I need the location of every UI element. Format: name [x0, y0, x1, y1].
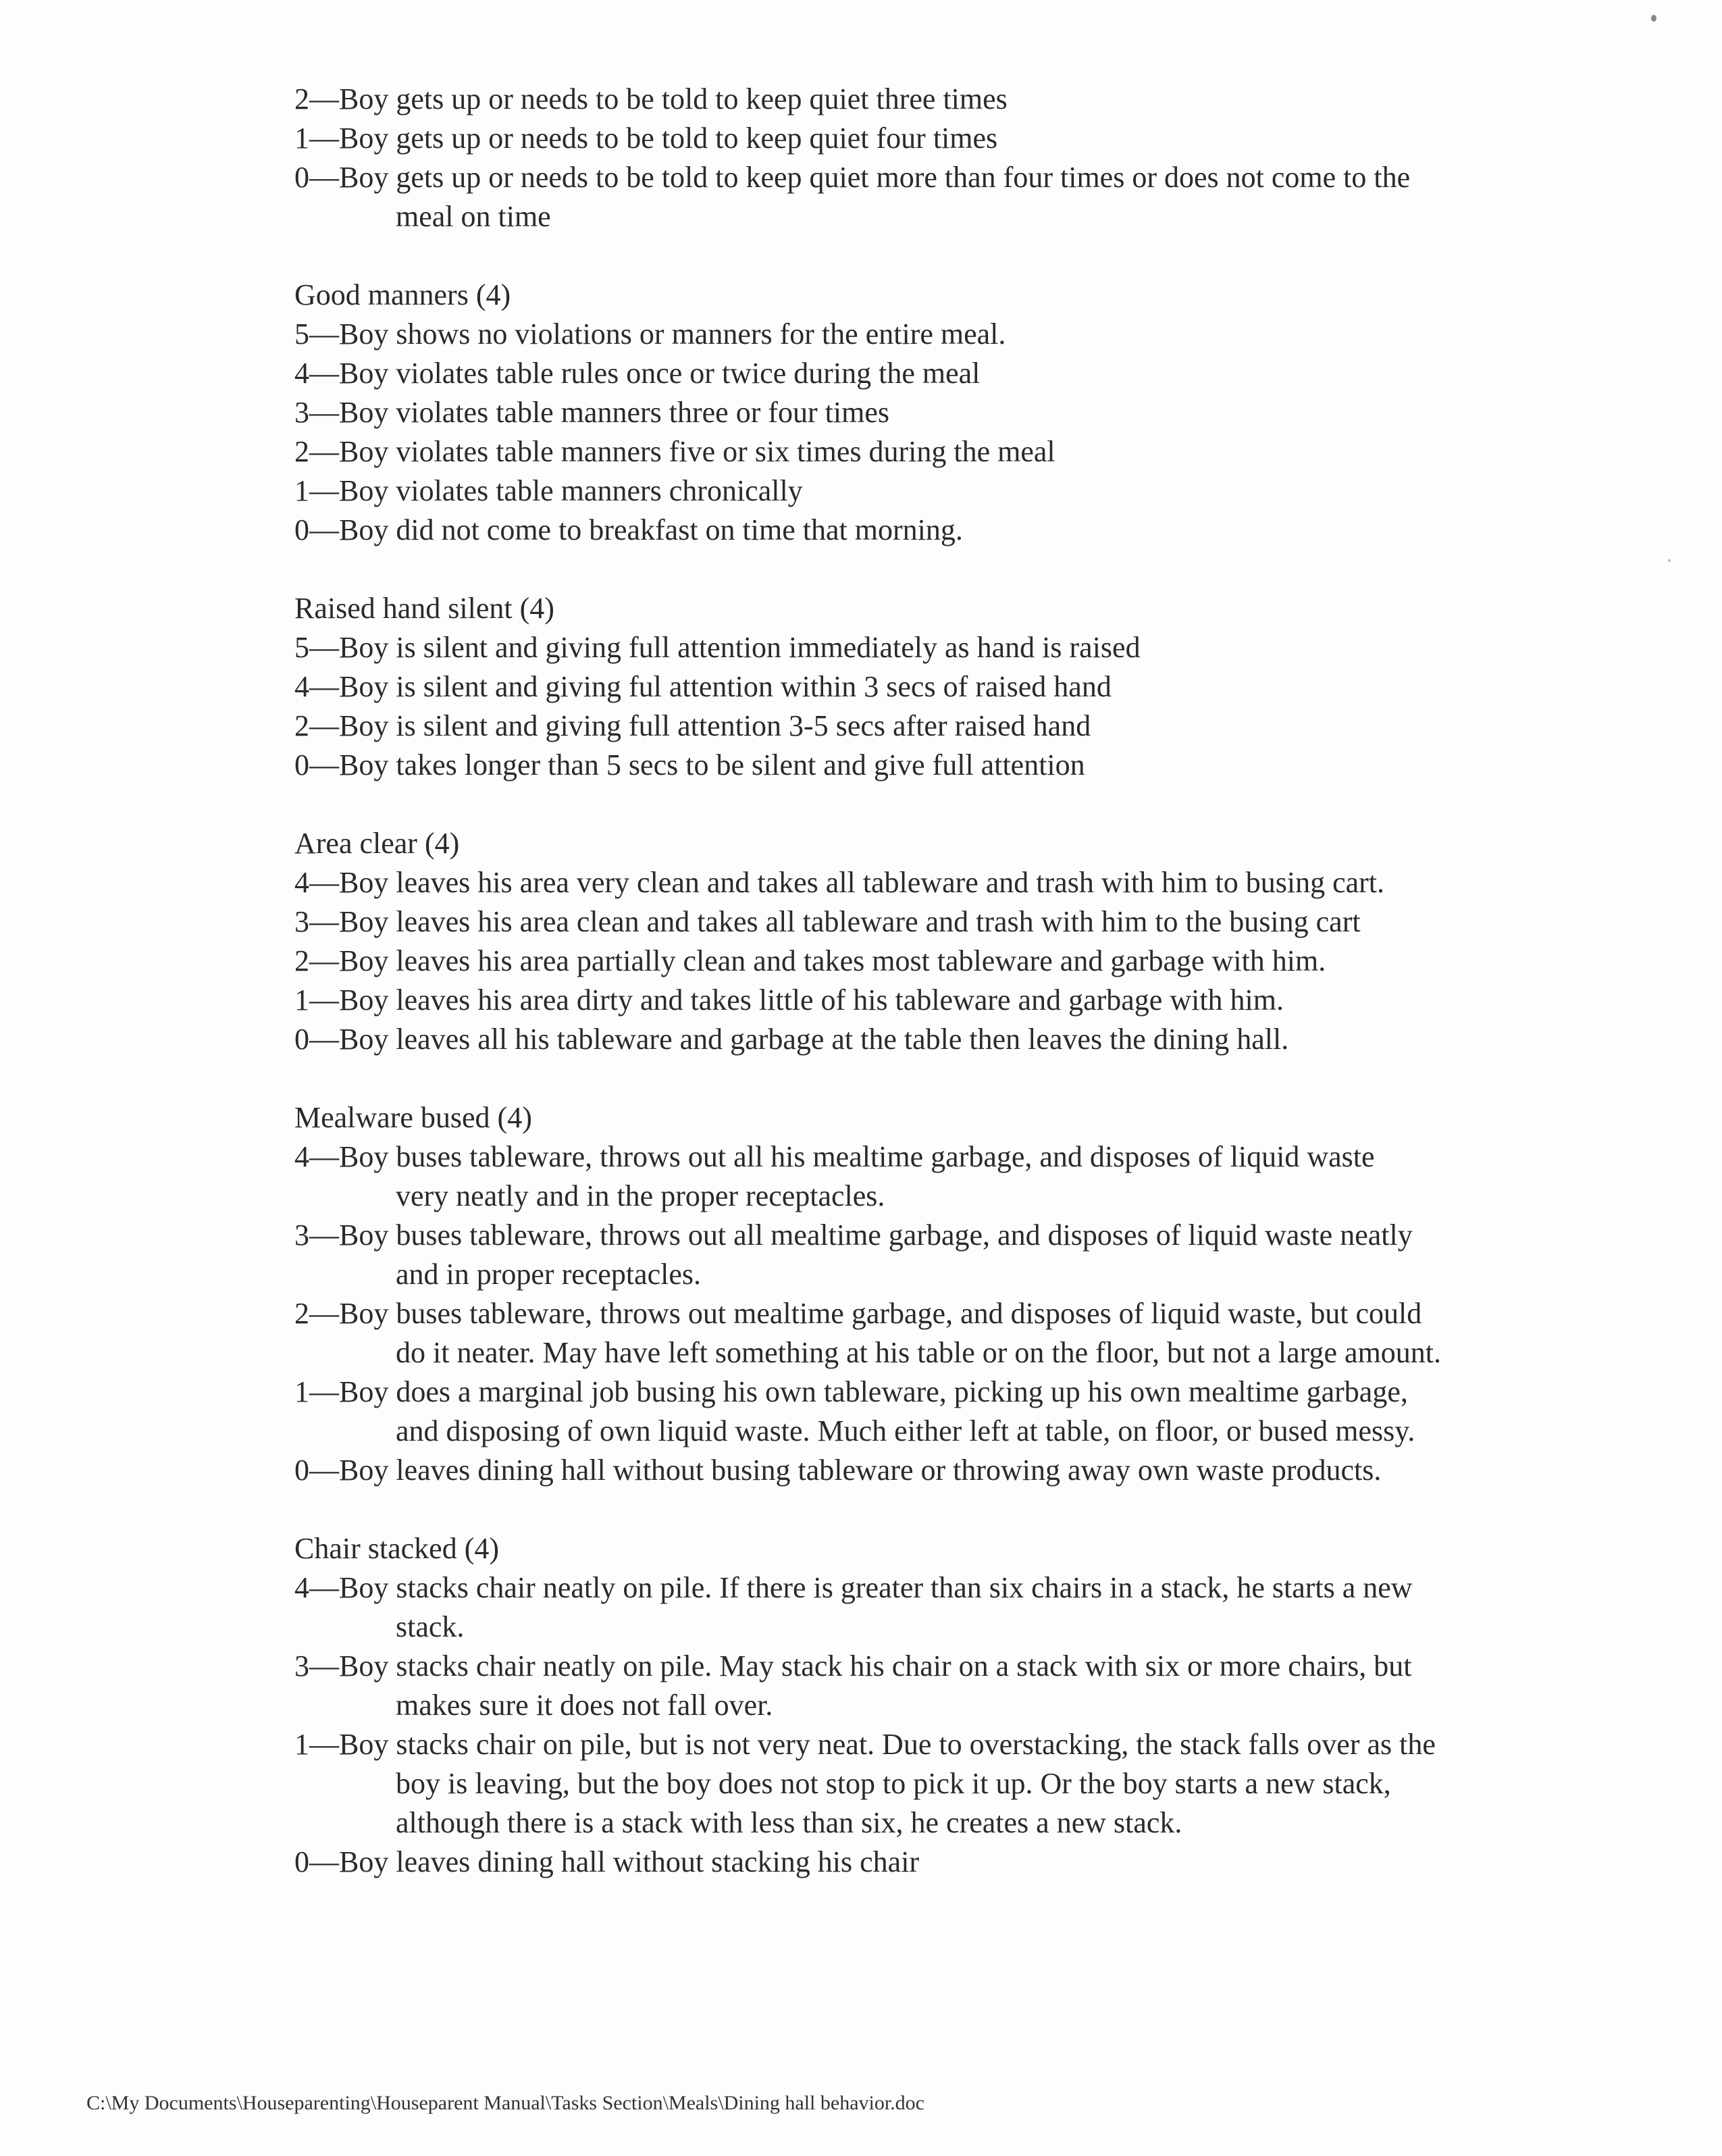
rubric-item [294, 158, 1652, 236]
rubric-section [294, 824, 1652, 1059]
section-title: Area clear (4) [294, 827, 460, 860]
rubric-body [294, 80, 1652, 1921]
rubric-item [294, 354, 1652, 393]
rubric-item [294, 1216, 1652, 1294]
rubric-item-text: 1—Boy gets up or needs to be told to keep quiet four times [294, 122, 998, 155]
rubric-item-text: 0—Boy leaves dining hall without busing tableware or throwing away own waste products. [294, 1454, 1382, 1487]
rubric-item [294, 511, 1652, 550]
rubric-item-continuation: very neatly and in the proper receptacles. [396, 1179, 885, 1212]
scan-speck [1668, 559, 1671, 562]
rubric-section [294, 1098, 1652, 1490]
rubric-item-text: 2—Boy gets up or needs to be told to keep quiet three times [294, 82, 1008, 116]
rubric-item [294, 707, 1652, 746]
rubric-item-text: 1—Boy does a marginal job busing his own tableware, picking up his own mealtime garbage, [294, 1375, 1408, 1408]
section-title: Good manners (4) [294, 278, 511, 311]
rubric-item-text: 0—Boy did not come to breakfast on time that morning. [294, 513, 963, 546]
rubric-item [294, 1372, 1652, 1451]
rubric-item [294, 80, 1652, 119]
rubric-item-text: 0—Boy leaves all his tableware and garbage at the table then leaves the dining hall. [294, 1023, 1289, 1056]
file-path-footer: C:\My Documents\Houseparenting\Houseparent Manual\Tasks Section\Meals\Dining hall behavior.doc [86, 2092, 925, 2114]
rubric-item-text: 2—Boy violates table manners five or six times during the meal [294, 435, 1055, 468]
rubric-item-text: 3—Boy buses tableware, throws out all mealtime garbage, and disposes of liquid waste neatly [294, 1218, 1413, 1252]
rubric-item [294, 746, 1652, 785]
rubric-item [294, 1568, 1652, 1647]
rubric-item-text: 4—Boy buses tableware, throws out all his mealtime garbage, and disposes of liquid waste [294, 1140, 1375, 1173]
rubric-item [294, 628, 1652, 667]
rubric-item [294, 942, 1652, 981]
rubric-item [294, 432, 1652, 471]
rubric-section [294, 589, 1652, 785]
rubric-item-continuation: makes sure it does not fall over. [396, 1689, 773, 1722]
rubric-item-text: 5—Boy shows no violations or manners for the entire meal. [294, 317, 1006, 351]
rubric-item-continuation: and in proper receptacles. [396, 1258, 701, 1291]
rubric-item [294, 1137, 1652, 1216]
section-title: Mealware bused (4) [294, 1101, 532, 1134]
rubric-item-text: 3—Boy stacks chair neatly on pile. May stack his chair on a stack with six or more chairs, but [294, 1649, 1412, 1683]
rubric-item [294, 471, 1652, 511]
rubric-item-text: 0—Boy takes longer than 5 secs to be silent and give full attention [294, 748, 1085, 781]
rubric-item-text: 0—Boy gets up or needs to be told to keep quiet more than four times or does not come to the [294, 161, 1411, 194]
rubric-item-continuation: and disposing of own liquid waste. Much either left at table, on floor, or bused messy. [396, 1414, 1415, 1447]
rubric-item-text: 3—Boy violates table manners three or four times [294, 396, 889, 429]
rubric-item-text: 2—Boy leaves his area partially clean and takes most tableware and garbage with him. [294, 944, 1326, 977]
rubric-item [294, 667, 1652, 707]
rubric-item [294, 1451, 1652, 1490]
rubric-item [294, 863, 1652, 902]
rubric-section [294, 1529, 1652, 1882]
rubric-item [294, 1725, 1652, 1843]
rubric-item-continuation: although there is a stack with less than six, he creates a new stack. [396, 1806, 1182, 1839]
rubric-item-text: 1—Boy stacks chair on pile, but is not very neat. Due to overstacking, the stack falls over as the [294, 1728, 1436, 1761]
rubric-item [294, 1294, 1652, 1372]
rubric-item [294, 393, 1652, 432]
section-title: Raised hand silent (4) [294, 592, 554, 625]
rubric-item [294, 1843, 1652, 1882]
rubric-item-text: 0—Boy leaves dining hall without stacking his chair [294, 1845, 920, 1878]
rubric-section [294, 80, 1652, 236]
rubric-item-text: 4—Boy violates table rules once or twice during the meal [294, 357, 981, 390]
rubric-item-continuation: meal on time [396, 200, 551, 233]
rubric-item-text: 4—Boy stacks chair neatly on pile. If there is greater than six chairs in a stack, he starts a new [294, 1571, 1413, 1604]
rubric-item-continuation: stack. [396, 1610, 465, 1643]
scan-speck [1651, 15, 1656, 22]
rubric-item [294, 981, 1652, 1020]
section-title: Chair stacked (4) [294, 1532, 499, 1565]
rubric-item-text: 2—Boy is silent and giving full attention 3-5 secs after raised hand [294, 709, 1091, 742]
rubric-item-text: 4—Boy leaves his area very clean and takes all tableware and trash with him to busing cart. [294, 866, 1385, 899]
rubric-item [294, 315, 1652, 354]
rubric-item-continuation: do it neater. May have left something at his table or on the floor, but not a large amount. [396, 1336, 1442, 1369]
rubric-item-text: 3—Boy leaves his area clean and takes all tableware and trash with him to the busing cart [294, 905, 1361, 938]
rubric-item [294, 902, 1652, 942]
rubric-item-text: 2—Boy buses tableware, throws out mealtime garbage, and disposes of liquid waste, but could [294, 1297, 1422, 1330]
rubric-item-text: 5—Boy is silent and giving full attention immediately as hand is raised [294, 631, 1141, 664]
rubric-item [294, 119, 1652, 158]
rubric-item-text: 4—Boy is silent and giving ful attention within 3 secs of raised hand [294, 670, 1112, 703]
rubric-item [294, 1020, 1652, 1059]
rubric-item [294, 1647, 1652, 1725]
rubric-item-continuation: boy is leaving, but the boy does not stop to pick it up. Or the boy starts a new stack, [396, 1767, 1391, 1800]
rubric-item-text: 1—Boy violates table manners chronically [294, 474, 803, 507]
rubric-item-text: 1—Boy leaves his area dirty and takes little of his tableware and garbage with him. [294, 983, 1284, 1017]
rubric-section [294, 276, 1652, 550]
